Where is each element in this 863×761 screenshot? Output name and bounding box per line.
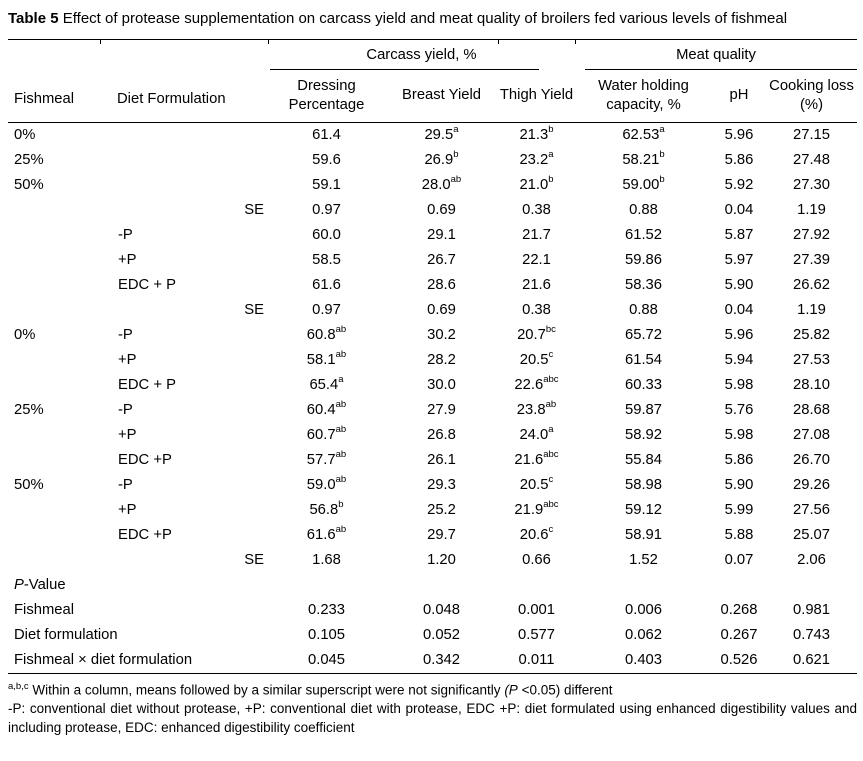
value-cell: 5.86 — [724, 152, 754, 168]
value-cell: 5.94 — [724, 352, 754, 368]
table-row — [8, 548, 857, 573]
value-cell: 0.38 — [522, 302, 551, 318]
table-header — [8, 39, 857, 122]
section-label: P-Value — [14, 577, 66, 593]
value-cell: 59.87 — [624, 402, 663, 418]
col-header-fishmeal: Fishmeal — [8, 39, 100, 122]
value-cell: 0.048 — [422, 602, 461, 618]
value-cell: 59.0$^{ab}$ — [306, 474, 347, 493]
value-cell: 5.87 — [724, 227, 754, 243]
value-cell: 27.15 — [792, 127, 831, 143]
table-row — [8, 573, 857, 598]
value-cell: 21.7 — [522, 227, 551, 243]
value-cell: 58.21$^b$ — [622, 149, 665, 168]
value-cell: 27.56 — [792, 502, 831, 518]
value-cell: 26.9$^b$ — [424, 149, 459, 168]
value-cell: 29.5$^a$ — [424, 124, 459, 143]
value-cell: 65.72 — [624, 327, 663, 343]
value-cell: 62.53$^a$ — [622, 124, 665, 143]
fishmeal-cell — [8, 223, 100, 248]
value-cell: 1.20 — [427, 552, 456, 568]
value-cell: 27.9 — [427, 402, 456, 418]
value-cell: 0.07 — [724, 552, 754, 568]
value-cell: 20.5$^c$ — [519, 349, 554, 368]
table-row — [8, 498, 857, 523]
value-cell: 20.6$^c$ — [519, 524, 554, 543]
value-cell: 28.6 — [427, 277, 456, 293]
value-cell: 1.68 — [312, 552, 341, 568]
table-row — [8, 173, 857, 198]
fishmeal-cell — [8, 423, 100, 448]
diet-formulation-cell — [100, 173, 268, 198]
value-cell: 27.92 — [792, 227, 831, 243]
table-row — [8, 198, 857, 223]
value-cell: 0.342 — [422, 652, 461, 668]
value-cell: 0.88 — [629, 202, 658, 218]
diet-formulation-cell: +P — [118, 352, 137, 368]
fishmeal-cell — [8, 198, 100, 223]
table-row — [8, 598, 857, 623]
value-cell: 58.91 — [624, 527, 663, 543]
value-cell: 25.2 — [427, 502, 456, 518]
value-cell: 26.62 — [792, 277, 831, 293]
value-cell: 25.82 — [792, 327, 831, 343]
fishmeal-cell — [8, 248, 100, 273]
fishmeal-cell — [8, 298, 100, 323]
value-cell: 59.6 — [312, 152, 341, 168]
diet-formulation-cell: EDC +P — [118, 452, 172, 468]
value-cell: 0.04 — [724, 302, 754, 318]
value-cell: 61.54 — [624, 352, 663, 368]
value-cell: 21.9$^{abc}$ — [514, 499, 559, 518]
fishmeal-cell — [8, 448, 100, 473]
value-cell: 0.04 — [724, 202, 754, 218]
value-cell: 58.36 — [624, 277, 663, 293]
value-cell: 20.5$^c$ — [519, 474, 554, 493]
diet-formulation-cell: EDC + P — [118, 377, 176, 393]
pvalue-row-label: Fishmeal × diet formulation — [14, 652, 193, 668]
value-cell: 0.621 — [792, 652, 831, 668]
data-table — [8, 39, 857, 674]
value-cell: 60.33 — [624, 377, 663, 393]
table-footnotes — [8, 680, 857, 738]
value-cell: 0.97 — [312, 302, 341, 318]
value-cell: 21.6 — [522, 277, 551, 293]
group-header-row — [8, 39, 857, 70]
table-row — [8, 373, 857, 398]
diet-formulation-cell: -P — [118, 477, 133, 493]
table-row — [8, 148, 857, 173]
value-cell: 58.92 — [624, 427, 663, 443]
value-cell: 23.8$^{ab}$ — [516, 399, 557, 418]
value-cell: 29.7 — [427, 527, 456, 543]
value-cell: 0.268 — [720, 602, 758, 618]
value-cell: 26.7 — [427, 252, 456, 268]
value-cell: 57.7$^{ab}$ — [306, 449, 347, 468]
value-cell: 2.06 — [797, 552, 826, 568]
table-body — [8, 122, 857, 673]
value-cell: 61.6 — [312, 277, 341, 293]
table-caption-text: Effect of protease supplementation on carcass yield and meat quality of broilers fed various levels of fishmeal — [58, 10, 788, 27]
fishmeal-cell: 50% — [14, 477, 44, 493]
fishmeal-cell — [8, 523, 100, 548]
value-cell: 60.4$^{ab}$ — [306, 399, 347, 418]
footnote-pvalue-italic: (P — [504, 682, 518, 697]
value-cell: 0.66 — [522, 552, 551, 568]
value-cell: 1.52 — [629, 552, 658, 568]
table-row — [8, 248, 857, 273]
value-cell: 0.267 — [720, 627, 758, 643]
value-cell: 0.233 — [307, 602, 346, 618]
value-cell: 22.1 — [522, 252, 551, 268]
value-cell: 0.105 — [307, 627, 346, 643]
value-cell: 5.90 — [724, 477, 754, 493]
value-cell: 27.08 — [792, 427, 831, 443]
diet-formulation-cell: +P — [118, 252, 137, 268]
value-cell: 5.97 — [724, 252, 754, 268]
value-cell: 5.98 — [724, 427, 754, 443]
group-header-carcass-yield: Carcass yield, % — [268, 39, 575, 70]
value-cell: 29.3 — [427, 477, 456, 493]
value-cell: 30.0 — [427, 377, 456, 393]
value-cell: 55.84 — [624, 452, 663, 468]
value-cell: 27.53 — [792, 352, 831, 368]
value-cell: 59.12 — [624, 502, 663, 518]
footnote-significance — [8, 680, 857, 700]
value-cell: 20.7$^{bc}$ — [517, 324, 556, 343]
value-cell: 58.1$^{ab}$ — [306, 349, 347, 368]
fishmeal-cell — [8, 373, 100, 398]
value-cell: 0.526 — [720, 652, 758, 668]
value-cell: 0.38 — [522, 202, 551, 218]
value-cell: 0.403 — [624, 652, 663, 668]
col-header-dressing-percentage: Dressing Percentage — [268, 70, 385, 123]
value-cell: 58.98 — [624, 477, 663, 493]
value-cell: 28.10 — [792, 377, 831, 393]
value-cell: 5.96 — [724, 327, 754, 343]
value-cell: 29.26 — [792, 477, 831, 493]
value-cell: 27.30 — [792, 177, 831, 193]
col-header-ph: pH — [712, 70, 766, 123]
diet-formulation-cell: +P — [118, 502, 137, 518]
fishmeal-cell: 0% — [14, 327, 36, 343]
col-header-thigh-yield: Thigh Yield — [498, 70, 575, 123]
value-cell: 5.98 — [724, 377, 754, 393]
table-row — [8, 348, 857, 373]
value-cell: 60.8$^{ab}$ — [306, 324, 347, 343]
diet-formulation-cell: -P — [118, 402, 133, 418]
fishmeal-cell: 25% — [14, 152, 44, 168]
value-cell: 5.86 — [724, 452, 754, 468]
value-cell: 59.86 — [624, 252, 663, 268]
table-row — [8, 323, 857, 348]
value-cell: 0.981 — [792, 602, 831, 618]
value-cell: 21.0$^b$ — [519, 174, 554, 193]
value-cell: 27.39 — [792, 252, 831, 268]
value-cell: 61.52 — [624, 227, 663, 243]
value-cell: 59.00$^b$ — [622, 174, 665, 193]
fishmeal-cell: 50% — [14, 177, 44, 193]
value-cell: 0.743 — [792, 627, 831, 643]
value-cell: 0.045 — [307, 652, 346, 668]
value-cell: 26.1 — [427, 452, 456, 468]
value-cell: 22.6$^{abc}$ — [514, 374, 559, 393]
diet-formulation-cell: EDC + P — [118, 277, 176, 293]
pvalue-row-label: Diet formulation — [14, 627, 118, 643]
value-cell: 0.006 — [624, 602, 663, 618]
col-header-cooking-loss: Cooking loss (%) — [766, 70, 857, 123]
value-cell: 27.48 — [792, 152, 831, 168]
table-row — [8, 648, 857, 674]
table-caption-label: Table 5 — [8, 10, 59, 27]
footnote-superscript-marker: a,b,c — [8, 680, 29, 692]
value-cell: 5.76 — [724, 402, 754, 418]
value-cell: 61.6$^{ab}$ — [306, 524, 347, 543]
value-cell: 60.0 — [312, 227, 341, 243]
col-header-diet-formulation: Diet Formulation — [100, 39, 268, 122]
footnote-significance-tail: <0.05) different — [517, 682, 613, 697]
table-row — [8, 122, 857, 148]
value-cell: 26.70 — [792, 452, 831, 468]
value-cell: 26.8 — [427, 427, 456, 443]
footnote-significance-text: Within a column, means followed by a similar superscript were not significantly — [28, 682, 505, 697]
fishmeal-cell — [8, 348, 100, 373]
value-cell: 5.99 — [724, 502, 754, 518]
diet-formulation-cell — [100, 148, 268, 173]
fishmeal-cell: 0% — [14, 127, 36, 143]
diet-formulation-cell: EDC +P — [118, 527, 172, 543]
se-label: SE — [244, 552, 264, 568]
diet-formulation-cell: -P — [118, 227, 133, 243]
table-row — [8, 473, 857, 498]
se-label: SE — [244, 302, 264, 318]
diet-formulation-cell: +P — [118, 427, 137, 443]
value-cell: 0.97 — [312, 202, 341, 218]
value-cell: 5.88 — [724, 527, 754, 543]
value-cell: 30.2 — [427, 327, 456, 343]
value-cell: 23.2$^a$ — [519, 149, 554, 168]
column-boundary-tick — [100, 39, 101, 44]
fishmeal-cell — [8, 273, 100, 298]
value-cell: 28.2 — [427, 352, 456, 368]
value-cell: 59.1 — [312, 177, 341, 193]
value-cell: 56.8$^b$ — [309, 499, 344, 518]
table-row — [8, 448, 857, 473]
value-cell: 0.011 — [518, 652, 555, 668]
value-cell: 24.0$^a$ — [519, 424, 554, 443]
value-cell: 0.69 — [427, 202, 456, 218]
value-cell: 29.1 — [427, 227, 456, 243]
value-cell: 58.5 — [312, 252, 341, 268]
value-cell: 0.062 — [624, 627, 663, 643]
value-cell: 28.68 — [792, 402, 831, 418]
col-header-water-holding-capacity: Water holding capacity, % — [575, 70, 712, 123]
fishmeal-cell — [8, 548, 100, 573]
value-cell: 25.07 — [792, 527, 831, 543]
diet-formulation-cell — [100, 122, 268, 148]
fishmeal-cell: 25% — [14, 402, 44, 418]
value-cell: 1.19 — [797, 302, 826, 318]
value-cell: 65.4$^a$ — [309, 374, 344, 393]
value-cell: 1.19 — [797, 202, 826, 218]
value-cell: 61.4 — [312, 127, 341, 143]
value-cell: 0.88 — [629, 302, 658, 318]
value-cell: 21.6$^{abc}$ — [514, 449, 559, 468]
value-cell: 5.90 — [724, 277, 754, 293]
value-cell: 21.3$^b$ — [519, 124, 554, 143]
table-row — [8, 273, 857, 298]
table-row — [8, 423, 857, 448]
value-cell: 60.7$^{ab}$ — [306, 424, 347, 443]
col-header-breast-yield: Breast Yield — [385, 70, 498, 123]
table-row — [8, 623, 857, 648]
value-cell: 28.0$^{ab}$ — [421, 174, 462, 193]
value-cell: 0.577 — [517, 627, 556, 643]
table-caption — [8, 8, 857, 31]
table-row — [8, 523, 857, 548]
table-row — [8, 398, 857, 423]
value-cell: 0.052 — [422, 627, 461, 643]
se-label: SE — [244, 202, 264, 218]
group-header-meat-quality: Meat quality — [575, 39, 857, 70]
footnote-abbreviations: -P: conventional diet without protease, +P: conventional diet with protease, EDC +P: diet formulated using enhanced digestibility values and including protease, EDC: enhanced digestibility coefficient — [8, 700, 857, 735]
table-row — [8, 223, 857, 248]
table-container — [8, 39, 857, 674]
diet-formulation-cell: -P — [118, 327, 133, 343]
fishmeal-cell — [8, 498, 100, 523]
value-cell: 0.69 — [427, 302, 456, 318]
pvalue-row-label: Fishmeal — [14, 602, 75, 618]
value-cell: 5.96 — [724, 127, 754, 143]
value-cell: 0.001 — [517, 602, 556, 618]
table-row — [8, 298, 857, 323]
value-cell: 5.92 — [724, 177, 754, 193]
